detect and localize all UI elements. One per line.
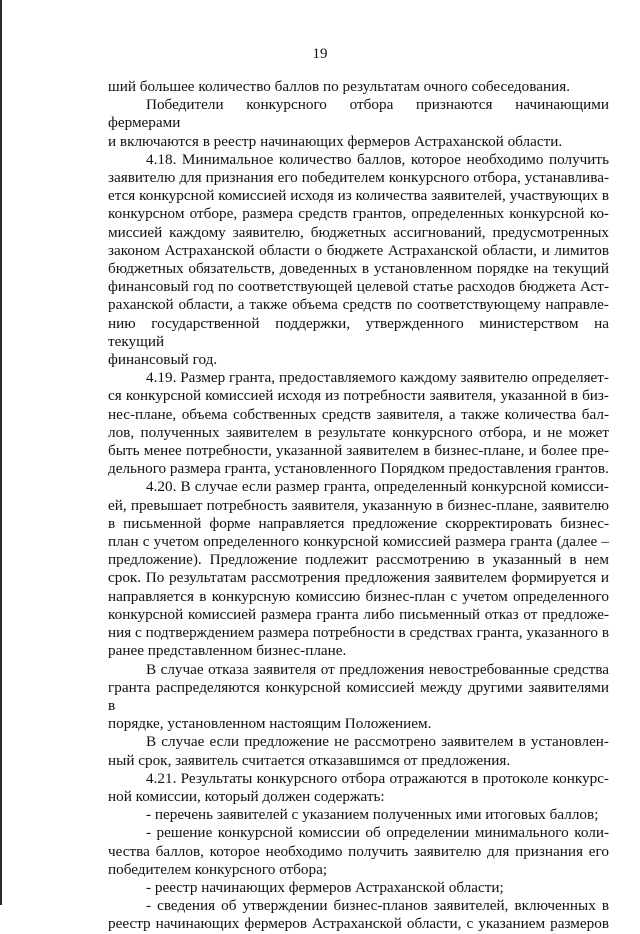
text-line: срок. По результатам рассмотрения предложения заявителем формируется и	[108, 569, 609, 587]
text-line: и включаются в реестр начинающих фермеров Астраханской области.	[108, 132, 563, 150]
text-line: ется конкурсной комиссией исходя из количества заявителей, участвующих в	[108, 187, 609, 205]
text-line: ший большее количество баллов по результатам очного собеседования.	[108, 78, 571, 95]
text-line: финансовый год.	[108, 351, 218, 369]
text-line: ный срок, заявитель считается отказавшимся от предложения.	[108, 751, 511, 769]
text-line: 4.20. В случае если размер гранта, определенный конкурсной комисси-	[146, 478, 609, 496]
text-line: - реестр начинающих фермеров Астраханской области;	[146, 878, 504, 896]
text-line: В случае если предложение не рассмотрено заявителем в установлен-	[146, 733, 609, 751]
scan-edge-line	[0, 0, 2, 905]
text-line: - решение конкурсной комиссии об определении минимального коли-	[146, 824, 609, 842]
text-line: конкурсном отборе, размера средств грантов, определенных конкурсной ко-	[108, 205, 609, 223]
text-line: порядке, установленном настоящим Положением.	[108, 715, 432, 733]
page-number: 19	[312, 46, 328, 62]
text-line: предложение). Предложение подлежит рассмотрению в указанный в нем	[108, 551, 609, 569]
text-line: лов, полученных заявителем в результате конкурсного отбора, и не может	[108, 423, 609, 441]
text-line: заявителю для признания его победителем конкурсного отбора, устанавлива-	[108, 169, 609, 187]
text-line: ей, превышает потребность заявителя, указанную в бизнес-плане, заявителю	[108, 496, 609, 514]
text-line: ния с подтверждением размера потребности в средствах гранта, указанного в	[108, 624, 609, 642]
text-line: дельного размера гранта, установленного Порядком предоставления грантов.	[108, 460, 609, 478]
text-line: 4.18. Минимальное количество баллов, которое необходимо получить	[146, 150, 609, 168]
text-line: бюджетных обязательств, доведенных в установленном порядке на текущий	[108, 260, 609, 278]
text-line: 4.19. Размер гранта, предоставляемого каждому заявителю определяет-	[146, 369, 609, 387]
text-line: ранее представленном бизнес-плане.	[108, 642, 347, 660]
text-line: гранта распределяются конкурсной комиссией между другими заявителями в	[108, 678, 609, 714]
text-line: раханской области, а также объема средств по соответствующему направле-	[108, 296, 609, 314]
text-line: чества баллов, которое необходимо получить заявителю для признания его	[108, 842, 609, 860]
text-line: 4.21. Результаты конкурсного отбора отражаются в протоколе конкурс-	[146, 769, 609, 787]
text-line: нию государственной поддержки, утвержденного министерством на текущий	[108, 314, 609, 350]
text-line: законом Астраханской области о бюджете Астраханской области, и лимитов	[108, 241, 609, 259]
text-line: Победители конкурсного отбора признаются начинающими фермерами	[108, 96, 609, 132]
text-line: - сведения об утверждении бизнес-планов заявителей, включенных в	[146, 897, 609, 915]
text-line: ной комиссии, который должен содержать:	[108, 787, 385, 805]
document-body	[108, 78, 609, 934]
text-line: - перечень заявителей с указанием полученных ими итоговых баллов;	[146, 806, 599, 824]
text-line: нес-плане, объема собственных средств заявителя, а также количества бал-	[108, 405, 609, 423]
text-line: В случае отказа заявителя от предложения невостребованные средства	[146, 660, 609, 678]
text-line: реестр начинающих фермеров Астраханской области, с указанием размеров	[108, 915, 609, 933]
text-line: в письменной форме направляется предложение скорректировать бизнес-	[108, 514, 609, 532]
text-line: финансовый год по соответствующей целевой статье расходов бюджета Аст-	[108, 278, 609, 296]
text-line: победителем конкурсного отбора;	[108, 860, 328, 878]
text-line: направляется в конкурсную комиссию бизнес-план с учетом определенного	[108, 587, 609, 605]
text-line: конкурсной комиссией размера гранта либо письменный отказ от предложе-	[108, 605, 609, 623]
text-line: быть менее потребности, указанной заявителем в бизнес-плане, и более пре-	[108, 442, 609, 460]
text-line: ся конкурсной комиссией исходя из потребности заявителя, указанной в биз-	[108, 387, 609, 405]
text-line: миссией каждому заявителю, бюджетных ассигнований, предусмотренных	[108, 223, 609, 241]
text-line: план с учетом определенного конкурсной комиссией размера гранта (далее –	[108, 533, 609, 551]
